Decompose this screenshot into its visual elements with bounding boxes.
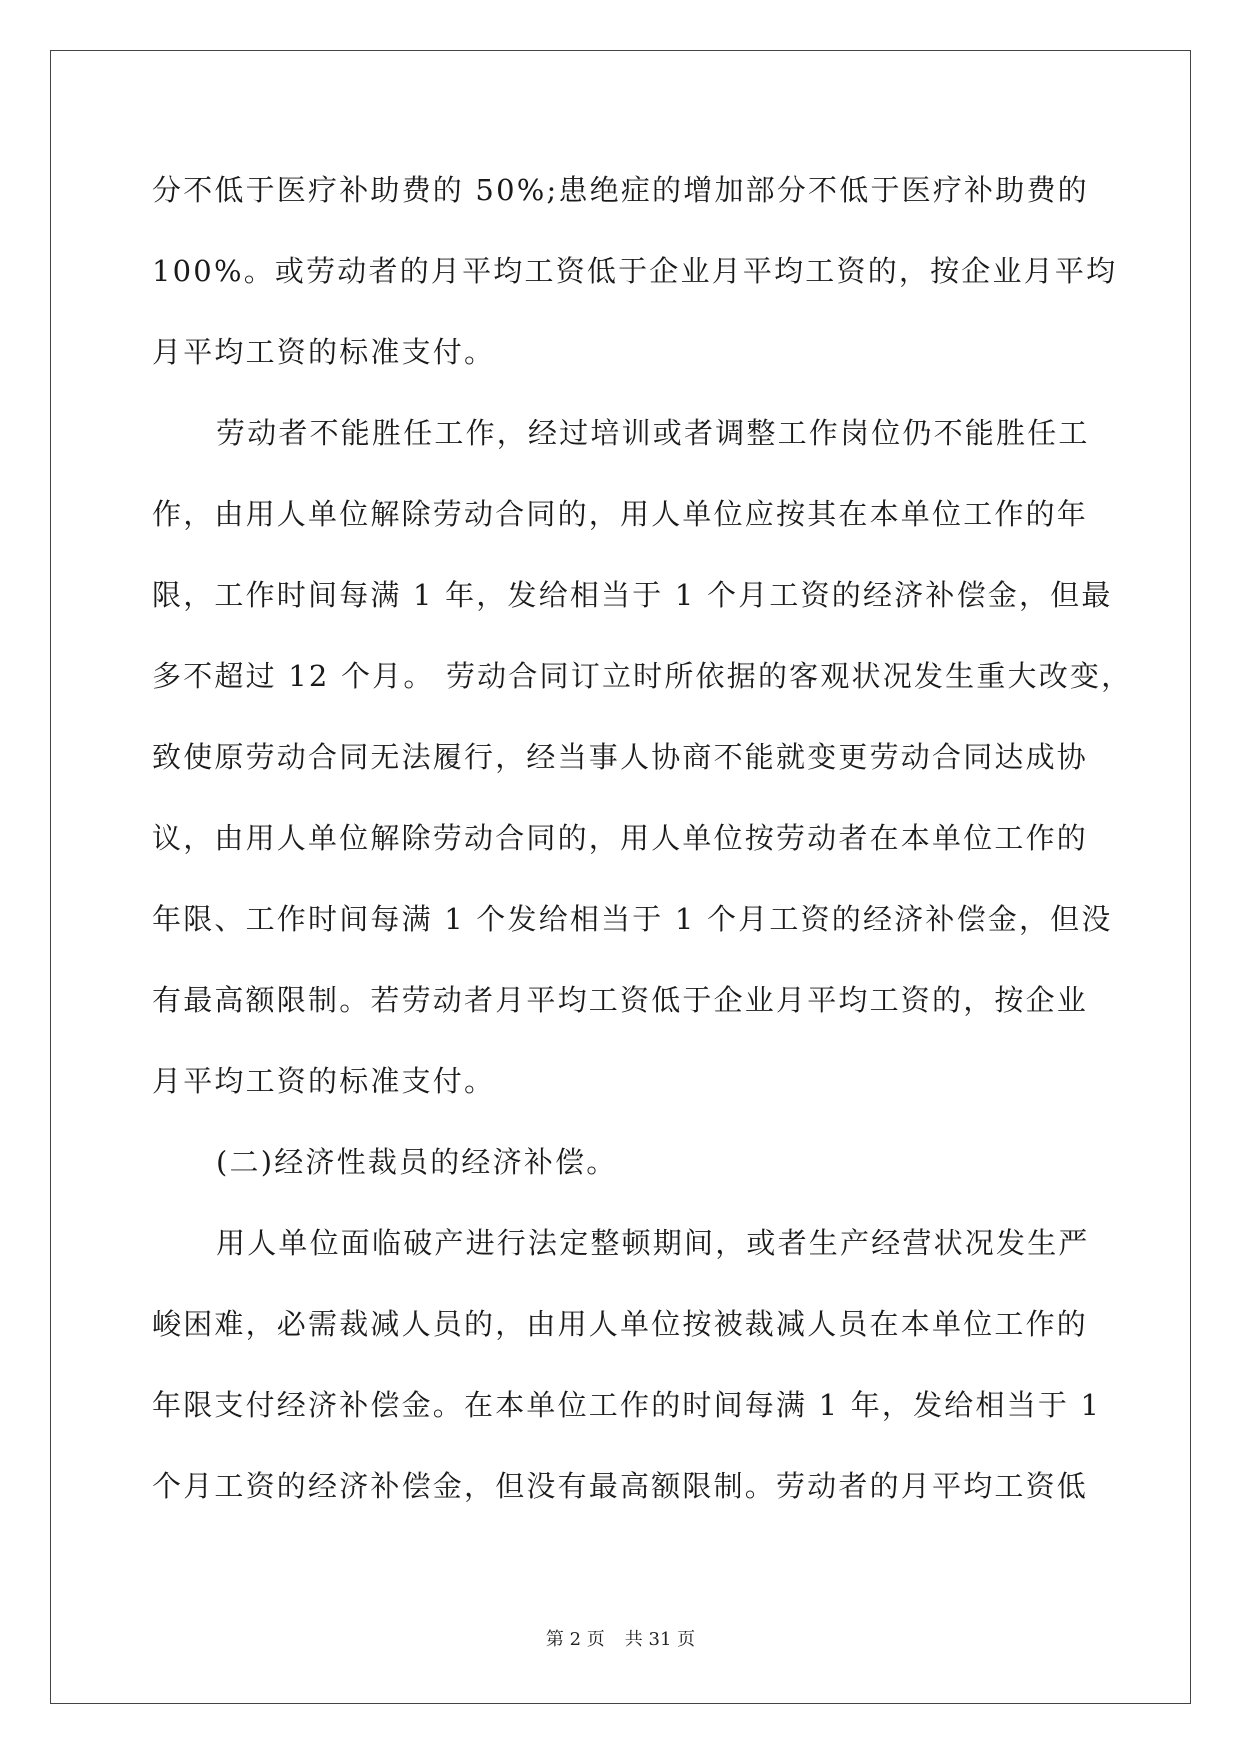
document-body [152,160,1133,1537]
text-line: 劳动者不能胜任工作，经过培训或者调整工作岗位仍不能胜任工 [216,416,1090,450]
text-line: 月平均工资的标准支付。 [152,335,496,369]
page-footer [0,1628,1241,1652]
text-line: 多不超过 12 个月。 劳动合同订立时所依据的客观状况发生重大改变， [152,659,1133,693]
text-line: 用人单位面临破产进行法定整顿期间，或者生产经营状况发生严 [216,1226,1090,1260]
text-line: 月平均工资的标准支付。 [152,1064,496,1098]
text-line: 100%。或劳动者的月平均工资低于企业月平均工资的，按企业月平均 [152,254,1118,288]
text-line: 分不低于医疗补助费的 50%;患绝症的增加部分不低于医疗补助费的 [152,173,1089,207]
text-line: 作，由用人单位解除劳动合同的，用人单位应按其在本单位工作的年 [152,497,1089,531]
text-line: (二)经济性裁员的经济补偿。 [216,1145,618,1179]
text-line: 年限、工作时间每满 1 个发给相当于 1 个月工资的经济补偿金，但没 [152,902,1113,936]
text-line: 峻困难，必需裁减人员的，由用人单位按被裁减人员在本单位工作的 [152,1307,1089,1341]
text-line: 限，工作时间每满 1 年，发给相当于 1 个月工资的经济补偿金，但最 [152,578,1113,612]
page-number: 第 2 页 [545,1629,605,1650]
text-line: 致使原劳动合同无法履行，经当事人协商不能就变更劳动合同达成协 [152,740,1089,774]
text-line: 议，由用人单位解除劳动合同的，用人单位按劳动者在本单位工作的 [152,821,1089,855]
text-line: 年限支付经济补偿金。在本单位工作的时间每满 1 年，发给相当于 1 [152,1388,1102,1422]
text-line: 有最高额限制。若劳动者月平均工资低于企业月平均工资的，按企业 [152,983,1089,1017]
page-total: 共 31 页 [624,1629,696,1650]
text-line: 个月工资的经济补偿金，但没有最高额限制。劳动者的月平均工资低 [152,1469,1089,1503]
